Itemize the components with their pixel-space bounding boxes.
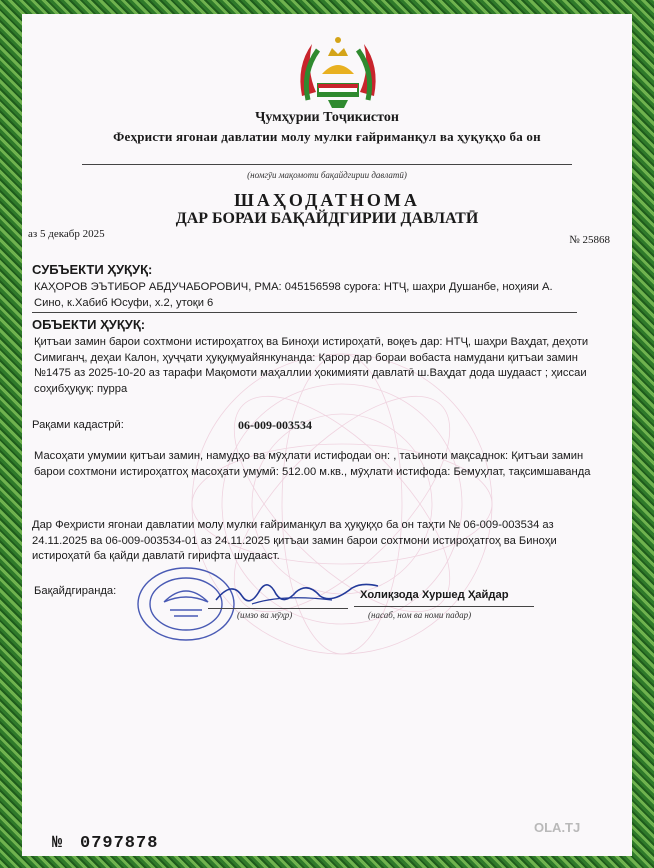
registrar-label: Бақайдгиранда: [34, 585, 117, 597]
subject-text: КАҲОРОВ ЭЪТИБОР АБДУЧАБОРОВИЧ, РМА: 045156598 суроға: НТҶ, шаҳри Душанбе, ноҳияи А. Сино, к.Хабиб Юсуфи, х.2, утоқи 6 [34, 281, 553, 309]
subject-underline [32, 312, 577, 313]
certificate-sheet [22, 14, 632, 856]
document-title: ШАҲОДАТНОМА [234, 190, 420, 210]
registration-body-caption: (номгӯи мақомоти бақайдгирии давлатӣ) [247, 170, 407, 180]
document-subtitle: ДАР БОРАИ БАҚАЙДГИРИИ ДАВЛАТӢ [175, 210, 479, 227]
registrar-name-line [354, 606, 534, 607]
state-emblem-icon [292, 26, 384, 114]
object-heading: ОБЪЕКТИ ҲУҚУҚ: [32, 317, 146, 332]
subject-heading: СУБЪЕКТИ ҲУҚУҚ: [32, 262, 153, 277]
registrar-name: Холиқзода Хуршед Ҳайдар [360, 589, 509, 601]
serial-number: 0797878 [80, 834, 159, 853]
cadastral-label: Рақами кадастрӣ: [32, 419, 124, 431]
registration-text: Дар Феҳристи ягонаи давлатии молу мулки ғайриманқул ва ҳуқуқҳо ба он таҳти № 06-009-003534 аз 24.11.2025 ва 06-009-003534-01 аз 24.11.2025 қитъаи замин барои сохтмони истироҳатгоҳ ва Биноҳи истироҳатӣ ба қайди давлатӣ гирифта шудааст. [32, 519, 557, 562]
signature-caption: (имзо ва мӯҳр) [237, 610, 293, 620]
registry-name: Феҳристи ягонаи давлатии молу мулки ғайриманқул ва ҳуқуқҳо ба он [113, 129, 541, 144]
object-text: Қитъаи замин барои сохтмони истироҳатгоҳ ва Биноҳи истироҳатӣ, воқеъ дар: НТҶ, шаҳри Ваҳдат, деҳоти Симиганҷ, деҳаи Калон, ҳуҷҷати ҳуқуқмуайянкунанда: Қарор дар бораи вобаста намудани қитъаи замин №1475 аз 2025-10-20 аз тарафи Мақомоти маҳаллии ҳокимияти давлатӣ ш.Ваҳдат дода шудааст ; ҳиссаи соҳибҳуқуқ: пурра [34, 336, 589, 395]
area-text: Масоҳати умумии қитъаи замин, намудҳо ва мӯҳлати истифодаи он: , таъиноти мақсаднок: Қитъаи замин барои сохтмони истироҳатгоҳ масоҳати умумӣ: 512.00 м.кв., мӯҳлати истифода: Бемуҳлат, тақсимшаванда [34, 450, 591, 478]
cadastral-number: 06-009-003534 [238, 418, 312, 432]
certificate-number: № 25868 [569, 234, 610, 246]
issue-date: аз 5 декабр 2025 [28, 228, 105, 240]
site-watermark: OLA.TJ [534, 820, 581, 835]
serial-number-label: № [52, 834, 63, 853]
registry-underline [82, 164, 572, 165]
registrar-name-caption: (насаб, ном ва номи падар) [368, 610, 472, 620]
country-name: Ҷумҳурии Тоҷикистон [255, 110, 399, 125]
signature-line [208, 608, 348, 609]
